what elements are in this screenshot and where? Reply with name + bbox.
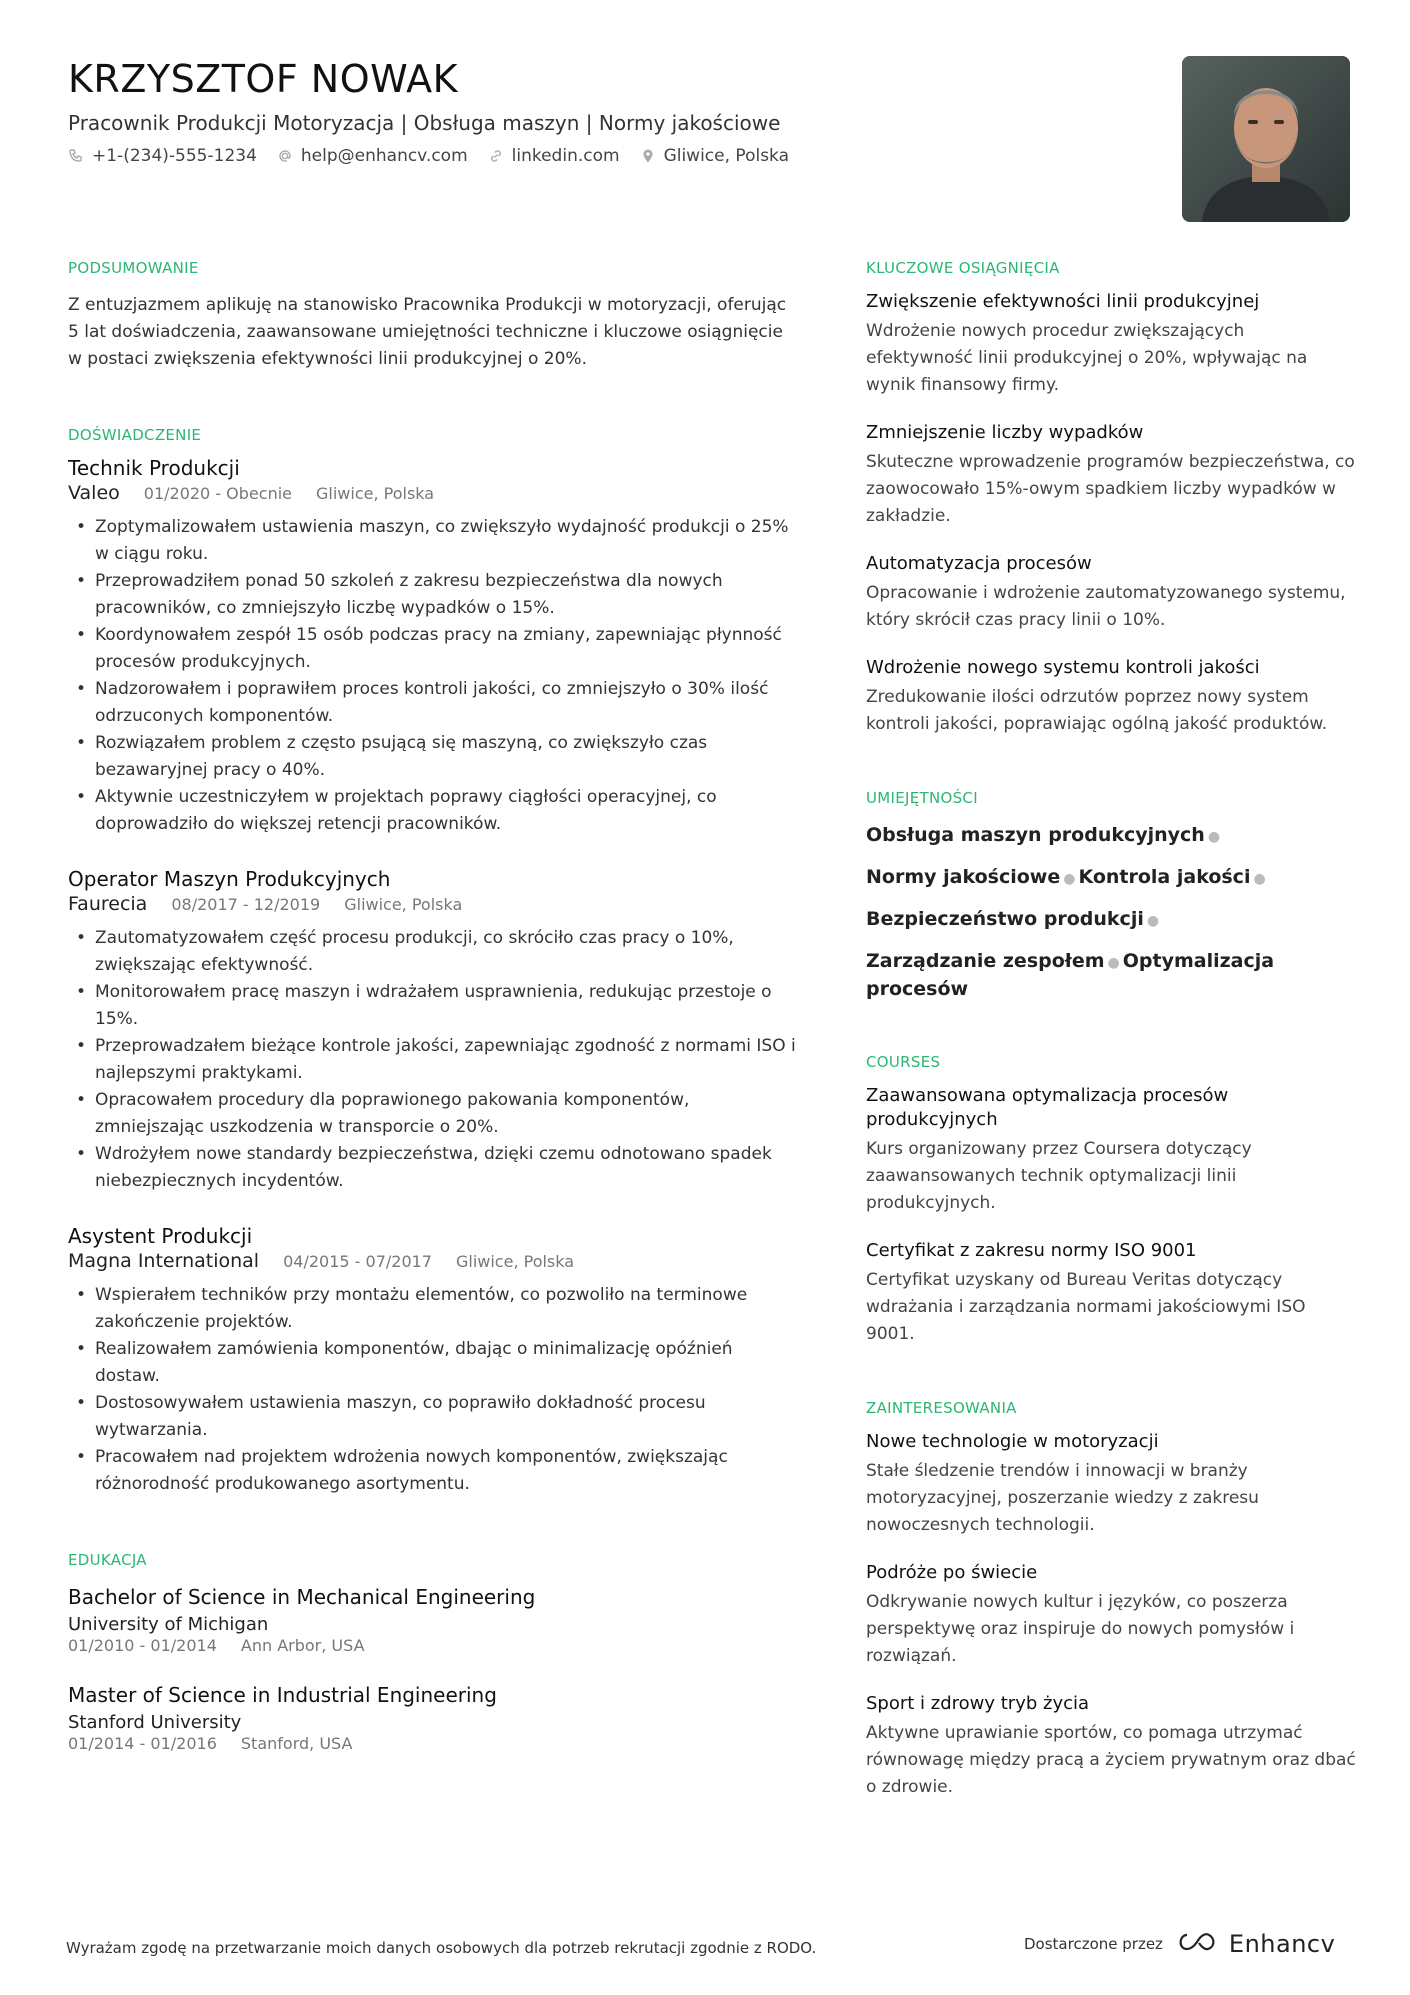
edu-dates: 01/2014 - 01/2016: [68, 1734, 217, 1753]
achievement-item: [866, 552, 1356, 634]
job-bullets: [68, 514, 798, 838]
job-dates: 04/2015 - 07/2017: [283, 1252, 432, 1271]
skill-separator-icon: ●: [1107, 955, 1120, 971]
job-bullet: • Aktywnie uczestniczyłem w projektach poprawy ciągłości operacyjnej, co doprowadziło do większej retencji pracowników.: [68, 784, 798, 838]
job-title: Technik Produkcji: [68, 456, 240, 480]
course-title: Certyfikat z zakresu normy ISO 9001: [866, 1240, 1197, 1261]
skills-list: [866, 822, 1356, 1002]
edu-degree: Master of Science in Industrial Engineering: [68, 1683, 497, 1707]
job-company: Valeo: [68, 482, 120, 504]
resume-header: [68, 56, 1158, 168]
phone-icon: [68, 148, 84, 164]
edu-degree: Bachelor of Science in Mechanical Engineering: [68, 1585, 536, 1609]
brand-name: Enhancv: [1228, 1930, 1336, 1958]
contact-location: [640, 144, 789, 168]
job-location: Gliwice, Polska: [316, 484, 435, 503]
gdpr-consent: Wyrażam zgodę na przetwarzanie moich danych osobowych dla potrzeb rekrutacji zgodnie z RODO.: [66, 1939, 817, 1957]
phone-text: +1-(234)-555-1234: [92, 146, 257, 166]
profile-photo: [1182, 56, 1350, 222]
job-title: Operator Maszyn Produkcyjnych: [68, 867, 391, 891]
contact-phone[interactable]: [68, 144, 257, 168]
achievement-item: [866, 421, 1356, 530]
job-bullet: • Pracowałem nad projektem wdrożenia nowych komponentów, zwiększając różnorodność produkowanego asortymentu.: [68, 1444, 798, 1498]
interest-title: Podróże po świecie: [866, 1562, 1038, 1583]
experience-heading: DOŚWIADCZENIE: [68, 426, 202, 444]
job-bullet: • Dostosowywałem ustawienia maszyn, co poprawiło dokładność procesu wytwarzania.: [68, 1390, 798, 1444]
job-bullet: • Zautomatyzowałem część procesu produkcji, co skróciło czas pracy o 10%, zwiększając efektywność.: [68, 925, 798, 979]
job-bullet: • Przeprowadzałem bieżące kontrole jakości, zapewniając zgodność z normami ISO i najlepszymi praktykami.: [68, 1033, 798, 1087]
skill-separator-icon: ●: [1253, 871, 1266, 887]
interest-title: Nowe technologie w motoryzacji: [866, 1431, 1159, 1452]
job-company: Magna International: [68, 1250, 260, 1272]
education-entry: [68, 1682, 798, 1754]
interest-item: [866, 1430, 1356, 1539]
education-entry: [68, 1584, 798, 1656]
job-meta: [68, 1249, 798, 1274]
achievement-title: Automatyzacja procesów: [866, 553, 1092, 574]
skills-heading: UMIEJĘTNOŚCI: [866, 789, 978, 807]
skill-row: [866, 906, 1356, 934]
email-text: help@enhancv.com: [300, 146, 468, 166]
candidate-name: KRZYSZTOF NOWAK: [68, 57, 459, 101]
skill-tag: Obsługa maszyn produkcyjnych: [866, 824, 1205, 846]
achievement-desc: Opracowanie i wdrożenie zautomatyzowanego systemu, który skrócił czas pracy linii o 10%.: [866, 583, 1346, 630]
achievements-heading: KLUCZOWE OSIĄGNIĘCIA: [866, 259, 1060, 277]
edu-school: Stanford University: [68, 1712, 242, 1733]
job-bullets: [68, 925, 798, 1195]
powered-by: [1024, 1930, 1335, 1958]
course-item: [866, 1239, 1356, 1348]
skill-row: [866, 822, 1356, 850]
edu-dates: 01/2010 - 01/2014: [68, 1636, 217, 1655]
brand-logo[interactable]: [1175, 1930, 1335, 1958]
job-bullet: • Wdrożyłem nowe standardy bezpieczeństwa, dzięki czemu odnotowano spadek niebezpiecznych incydentów.: [68, 1141, 798, 1195]
contact-row: [68, 144, 1158, 168]
interest-desc: Odkrywanie nowych kultur i języków, co poszerza perspektywę oraz inspiruje do nowych pomysłów i rozwiązań.: [866, 1592, 1295, 1666]
job-dates: 08/2017 - 12/2019: [171, 895, 321, 914]
job-bullet: • Koordynowałem zespół 15 osób podczas pracy na zmiany, zapewniając płynność procesów produkcyjnych.: [68, 622, 798, 676]
linkedin-text: linkedin.com: [511, 146, 620, 166]
course-desc: Kurs organizowany przez Coursera dotyczący zaawansowanych technik optymalizacji linii produkcyjnych.: [866, 1139, 1252, 1213]
skill-tag: Kontrola jakości: [1078, 866, 1251, 888]
job-bullet: • Rozwiązałem problem z często psującą się maszyną, co zwiększyło czas bezawaryjnej pracy o 40%.: [68, 730, 798, 784]
skill-separator-icon: ●: [1063, 871, 1076, 887]
at-icon: [277, 148, 293, 164]
job-bullet: • Realizowałem zamówienia komponentów, dbając o minimalizację opóźnień dostaw.: [68, 1336, 798, 1390]
job-bullet: • Monitorowałem pracę maszyn i wdrażałem usprawnienia, redukując przestoje o 15%.: [68, 979, 798, 1033]
edu-meta: [68, 1636, 798, 1656]
job-title: Asystent Produkcji: [68, 1224, 253, 1248]
edu-location: Stanford, USA: [240, 1734, 353, 1753]
achievement-title: Zmniejszenie liczby wypadków: [866, 422, 1144, 443]
achievement-desc: Skuteczne wprowadzenie programów bezpieczeństwa, co zaowocowało 15%-owym spadkiem liczby wypadków w zakładzie.: [866, 452, 1355, 526]
location-pin-icon: [640, 148, 656, 164]
interest-desc: Stałe śledzenie trendów i innowacji w branży motoryzacyjnej, poszerzanie wiedzy z zakresu nowoczesnych technologii.: [866, 1461, 1259, 1535]
achievement-desc: Zredukowanie ilości odrzutów poprzez nowy system kontroli jakości, poprawiając ogólną jakość produktów.: [866, 687, 1328, 734]
job-entry: [68, 455, 798, 838]
skill-tag: Bezpieczeństwo produkcji: [866, 908, 1144, 930]
job-location: Gliwice, Polska: [455, 1252, 575, 1271]
job-dates: 01/2020 - Obecnie: [143, 484, 292, 503]
skill-tag: Optymalizacja procesów: [866, 950, 1275, 1000]
left-column: [68, 258, 798, 1754]
job-entry: [68, 1223, 798, 1498]
achievement-item: [866, 656, 1356, 738]
infinity-logo-icon: [1175, 1930, 1221, 1958]
interest-item: [866, 1561, 1356, 1670]
skill-separator-icon: ●: [1146, 913, 1160, 929]
job-bullet: • Przeprowadziłem ponad 50 szkoleń z zakresu bezpieczeństwa dla nowych pracowników, co zmniejszyło liczbę wypadków o 15%.: [68, 568, 798, 622]
job-meta: [68, 481, 798, 506]
interest-item: [866, 1692, 1356, 1801]
interest-title: Sport i zdrowy tryb życia: [866, 1693, 1090, 1714]
job-bullet: • Wspierałem techników przy montażu elementów, co pozwoliło na terminowe zakończenie projektów.: [68, 1282, 798, 1336]
achievement-title: Zwiększenie efektywności linii produkcyjnej: [866, 291, 1260, 312]
achievement-desc: Wdrożenie nowych procedur zwiększających efektywność linii produkcyjnej o 20%, wpływając na wynik finansowy firmy.: [866, 321, 1308, 395]
powered-by-label: Dostarczone przez: [1024, 1935, 1163, 1953]
job-location: Gliwice, Polska: [344, 895, 463, 914]
candidate-headline: Pracownik Produkcji Motoryzacja | Obsługa maszyn | Normy jakościowe: [68, 111, 781, 135]
right-column: [866, 258, 1356, 1801]
skill-tag: Zarządzanie zespołem: [866, 950, 1105, 972]
courses-heading: COURSES: [866, 1053, 941, 1071]
skill-row: [866, 864, 1356, 892]
job-bullet: • Opracowałem procedury dla poprawionego pakowania komponentów, zmniejszając uszkodzenia w transporcie o 20%.: [68, 1087, 798, 1141]
summary-heading: PODSUMOWANIE: [68, 259, 199, 277]
skill-separator-icon: ●: [1207, 829, 1221, 845]
course-item: [866, 1084, 1356, 1217]
job-meta: [68, 892, 798, 917]
job-bullet: • Nadzorowałem i poprawiłem proces kontroli jakości, co zmniejszyło o 30% ilość odrzuconych komponentów.: [68, 676, 798, 730]
edu-location: Ann Arbor, USA: [240, 1636, 365, 1655]
achievement-title: Wdrożenie nowego systemu kontroli jakości: [866, 657, 1260, 678]
skill-row: [866, 948, 1356, 1002]
job-company: Faurecia: [68, 893, 148, 915]
course-title: Zaawansowana optymalizacja procesów produkcyjnych: [866, 1085, 1229, 1130]
interests-heading: ZAINTERESOWANIA: [866, 1399, 1017, 1417]
education-heading: EDUKACJA: [68, 1551, 147, 1569]
skill-tag: Normy jakościowe: [866, 866, 1061, 888]
interest-desc: Aktywne uprawianie sportów, co pomaga utrzymać równowagę między pracą a życiem prywatnym oraz dbać o zdrowie.: [866, 1723, 1356, 1797]
job-bullet: • Zoptymalizowałem ustawienia maszyn, co zwiększyło wydajność produkcji o 25% w ciągu roku.: [68, 514, 798, 568]
link-icon: [488, 148, 504, 164]
achievement-item: [866, 290, 1356, 399]
summary-text: Z entuzjazmem aplikuję na stanowisko Pracownika Produkcji w motoryzacji, oferując 5 lat doświadczenia, zaawansowane umiejętności techniczne i kluczowe osiągnięcie w postaci zwiększenia efektywności linii produkcyjnej o 20%.: [68, 295, 787, 369]
course-desc: Certyfikat uzyskany od Bureau Veritas dotyczący wdrażania i zarządzania normami jakościowymi ISO 9001.: [866, 1270, 1306, 1344]
job-bullets: [68, 1282, 798, 1498]
job-entry: [68, 866, 798, 1195]
contact-linkedin[interactable]: [488, 144, 620, 168]
contact-email[interactable]: [277, 144, 468, 168]
location-text: Gliwice, Polska: [663, 146, 790, 166]
edu-school: University of Michigan: [68, 1614, 269, 1635]
edu-meta: [68, 1734, 798, 1754]
